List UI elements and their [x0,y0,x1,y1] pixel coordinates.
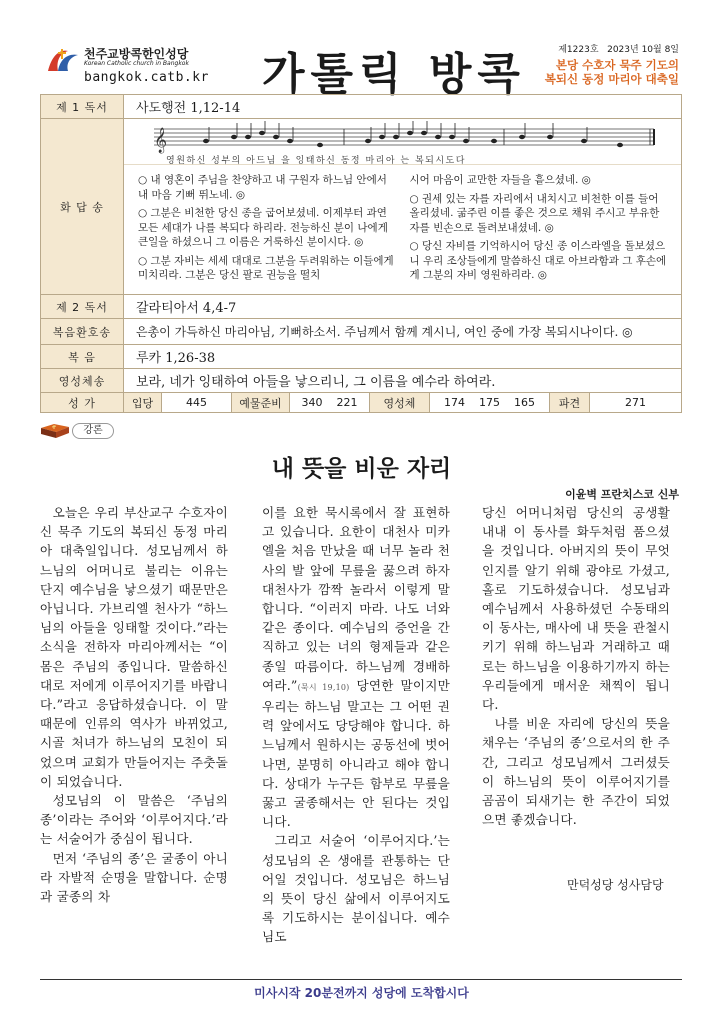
alleluia-value: 은총이 가득하신 마리아님, 기뻐하소서. 주님께서 함께 계시니, 여인 중에 가장 복되시나이다. ◎ [124,319,682,345]
psalm-label: 화 답 송 [41,119,124,295]
article-paragraph: 나를 비운 자리에 당신의 뜻을 채우는 ‘주님의 종’으로서의 한 주간, 그리고 성모님께서 그러셨듯이 하느님의 뜻이 이루어지기를 곰곰이 되새기는 한 주간이 되었으면 좋겠습니다. [482,716,670,828]
music-lyrics: 영원하신 성부의 아드님 을 잉태하신 동정 마리아 는 복되시도다 [166,156,466,166]
hymn-recessional-label: 파견 [550,393,590,413]
article-column-1 [40,503,228,906]
gospel-label: 복 음 [41,345,124,369]
hymn-communion-2: 175 [479,396,500,409]
issue-date: 2023년 10월 8일 [607,45,679,55]
article-signature: 만덕성당 성사담당 [567,878,664,892]
psalm-verse: ○ 그분은 비천한 당신 종을 굽어보셨네. 이제부터 과연 모든 세대가 나를 복되다 하리라. 전능하신 분이 나에게 큰일을 하셨으니 그 이름은 거룩하신 분이시다. ◎ [138,207,388,248]
masthead [0,0,723,100]
feast-line-1: 본당 수호자 묵주 기도의 [555,58,679,72]
hymn-communion-numbers [430,393,550,413]
communion-antiphon-value: 보라, 네가 잉태하여 아들을 낳으리니, 그 이름을 예수라 하여라. [124,369,682,393]
psalm-responses [124,165,681,291]
issue-info [558,42,679,55]
article-paragraph: 오늘은 우리 부산교구 수호자이신 묵주 기도의 복되신 동정 마리아 대축일입니다. 성모님께서 하느님의 어머니로 불리는 이유는 단지 예수님을 낳으셨기 때문만은 아닙니다. 가브리엘 천사가 “하느님의 아들을 잉태할 것이다.”라는 소식을 전하자 마리아께서는 “이 몸은 주님의 종입니다. 말씀하신 대로 저에게 이루어지기를 바랍니다.”라고 응답하셨습니다. 이 말 때문에 인류의 역사가 바뀌었고, 시골 처녀가 하느님의 모친이 되었으며 교회가 만들어지는 주춧돌이 되었습니다. [40,505,228,789]
issue-number: 제1223호 [558,45,599,55]
article-title: 내 뜻을 비운 자리 [271,456,452,482]
hymn-recessional-number: 271 [590,393,682,413]
gospel-value: 루카 1,26-38 [124,345,682,369]
hymn-offertory-1: 340 [301,396,323,409]
hymn-communion-label: 영성체 [370,393,430,413]
church-name-english: Korean Catholic church in Bangkok [84,60,189,67]
psalm-verse: ○ 내 영혼이 주님을 찬양하고 내 구원자 하느님 안에서 내 마음 기뻐 뛰노네. ◎ [138,174,387,201]
liturgy-table [40,94,682,413]
communion-antiphon-label: 영성체송 [41,369,124,393]
page-title: 가톨릭 방콕 [262,49,526,100]
article-text: 당연한 말이지만 우리는 하느님 말고는 그 어떤 권력 앞에서도 당당해야 합니다. 하느님께서 원하시는 공동선에 벗어나면, 분명히 아니라고 해야 합니다. 상대가 누구든 함부로 무릎을 꿇고 굴종해서는 안 된다는 것입니다. [262,677,450,830]
article-paragraph: 당신 어머니처럼 당신의 공생활 내내 이 동사를 화두처럼 품으셨을 것입니다. 아버지의 뜻이 무엇인지를 알기 위해 광야로 가셨고, 홀로 기도하셨습니다. 성모님과 예수님께서 사용하셨던 수동태의 이 동사는, 매사에 내 뜻을 관철시키기 위해 하느님과 거래하고 때로는 하느님을 이용하기까지 하는 우리들에게 매서운 채찍이 됩니다. [482,505,670,713]
svg-text:𝄞: 𝄞 [154,128,168,153]
psalm-verse: ○ 권세 있는 자를 자리에서 내치시고 비천한 이를 들어 올리셨네. 굶주린 이를 좋은 것으로 채워 주시고 부유한 자를 빈손으로 돌려보내셨네. ◎ [409,192,660,234]
hymn-offertory-label: 예물준비 [232,393,290,413]
footer-divider [40,979,682,980]
scripture-citation: (묵시 19,10) [297,682,350,692]
hymn-label: 성 가 [41,393,124,413]
article-paragraph: 성모님의 이 말씀은 ‘주님의 종’이라는 주어와 ‘이루어지다.’라는 서술어가 중심이 됩니다. [40,793,228,847]
article-text: 이를 요한 묵시록에서 잘 표현하고 있습니다. 요한이 대천사 미카엘을 처음 만났을 때 너무 놀라 천사의 발 앞에 무릎을 꿇으려 하자 대천사가 깜짝 놀라서 이렇게 말합니다. “이러지 마라. 나도 너와 같은 종이다. 예수님의 증언을 간직하고 있는 너의 형제들과 같은 종일 따름이다. 하느님께 경배하여라.” [262,505,450,693]
article-author: 이윤벽 프란치스코 신부 [565,488,679,501]
lecture-label: 강론 [72,423,114,439]
reading2-label: 제 2 독서 [41,295,124,319]
reading1-value: 사도행전 1,12-14 [124,95,682,119]
music-staff [124,119,681,165]
music-notation-icon [124,121,682,155]
article-column-2 [262,503,450,947]
hymn-entrance-label: 입당 [124,393,162,413]
psalm-verse: 시어 마음이 교만한 자들을 흩으셨네. ◎ [409,174,591,186]
hymn-communion-3: 165 [514,396,535,409]
bible-icon [40,422,70,439]
feast-title [545,58,679,86]
psalm-column-right [404,173,676,287]
church-name: 천주교방콕한인성당 [84,47,189,61]
psalm-column-left [132,173,404,287]
psalm-verse: ○ 당신 자비를 기억하시어 당신 종 이스라엘을 돌보셨으니 우리 조상들에게 말씀하신 대로 아브라함과 그 후손에게 그분의 자비 영원하리라. ◎ [409,240,667,281]
feast-line-2: 복되신 동정 마리아 대축일 [544,72,679,86]
hymn-communion-1: 174 [444,396,465,409]
footer-notice: 미사시작 20분전까지 성당에 도착합시다 [254,986,469,1000]
hymn-offertory-numbers [290,393,370,413]
article-paragraph [262,503,450,831]
alleluia-label: 복음환호송 [41,319,124,345]
hymn-entrance-number: 445 [162,393,232,413]
article-column-3 [482,503,670,829]
hymn-offertory-2: 221 [336,396,358,409]
reading1-label: 제 1 독서 [41,95,124,119]
reading2-value: 갈라티아서 4,4-7 [124,295,682,319]
article-paragraph: 그리고 서술어 ‘이루어지다.’는 성모님의 온 생애를 관통하는 단어일 것입니다. 성모님은 하느님의 뜻이 당신 삶에서 이루어지도록 기도하시는 분이십니다. 예수님도 [262,833,450,945]
church-logo-icon [46,47,80,73]
church-url[interactable]: bangkok.catb.kr [84,70,209,85]
article-paragraph: 먼저 ‘주님의 종’은 굴종이 아니라 자발적 순명을 말합니다. 순명과 굴종의 차 [40,850,228,905]
psalm-verse: ○ 그분 자비는 세세 대대로 그분을 두려워하는 이들에게 미치리라. 그분은 당신 팔로 권능을 떨치 [138,254,394,281]
